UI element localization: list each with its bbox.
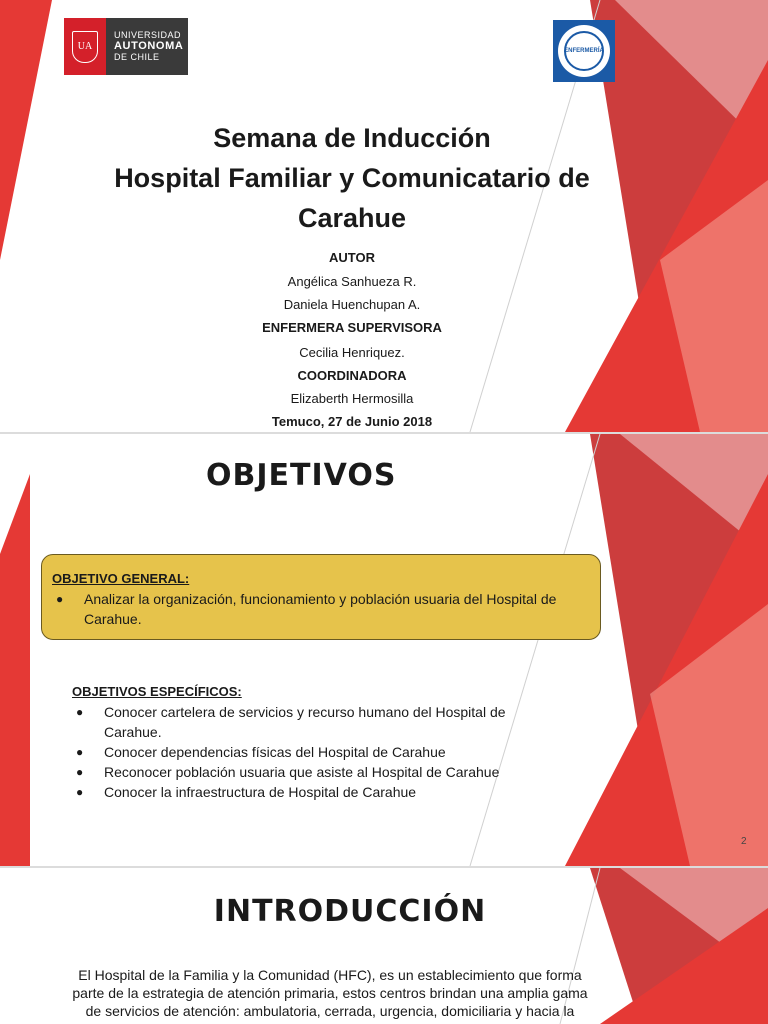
objetivo-general-box (41, 554, 601, 640)
slide-introduccion (0, 868, 768, 1024)
coordinadora-name: Elizaberth Hermosilla (290, 391, 414, 406)
slide-title (0, 0, 768, 432)
supervisora-name: Cecilia Henriquez. (299, 345, 405, 360)
bullet-icon: ● (76, 765, 84, 779)
objetivo-general-heading: OBJETIVO GENERAL: (52, 571, 190, 586)
ua-logo-text: UNIVERSIDAD AUTONOMA DE CHILE (114, 30, 184, 62)
autor-name-2: Daniela Huenchupan A. (283, 297, 421, 312)
autor-name-1: Angélica Sanhueza R. (287, 274, 417, 289)
left-red-strip (0, 474, 30, 866)
universidad-autonoma-logo (64, 18, 188, 75)
date-location: Temuco, 27 de Junio 2018 (271, 414, 433, 429)
objetivos-especificos-heading: OBJETIVOS ESPECÍFICOS: (72, 684, 242, 699)
slide-objetivos (0, 434, 768, 866)
bullet-icon: ● (76, 705, 84, 719)
introduccion-paragraph: El Hospital de la Familia y la Comunidad (HFC), es un establecimiento que forma parte de la estrategia de atención primaria, estos centros brindan una amplia gama de servicios de atención: ambulatoria, cerrada, urgencia, domiciliaria y hacia la (72, 967, 588, 1019)
autor-label: AUTOR (329, 250, 375, 265)
supervisora-label: ENFERMERA SUPERVISORA (262, 320, 442, 335)
list-item: ● Analizar la organización, funcionamiento y población usuaria del Hospital de Carahue. (56, 591, 557, 627)
introduccion-heading: INTRODUCCIÓN (213, 894, 487, 929)
list-item: ● Conocer dependencias físicas del Hospital de Carahue (76, 744, 446, 760)
list-item: ● Conocer cartelera de servicios y recurso humano del Hospital de Carahue. (76, 704, 506, 740)
enfermeria-logo: ENFERMERÍA (553, 20, 615, 82)
page-number: 2 (741, 836, 747, 847)
bullet-icon: ● (56, 592, 64, 606)
list-item: ● Conocer la infraestructura de Hospital de Carahue (76, 784, 417, 800)
coordinadora-label: COORDINADORA (297, 368, 407, 383)
bullet-icon: ● (76, 785, 84, 799)
bullet-icon: ● (76, 745, 84, 759)
list-item: ● Reconocer población usuaria que asiste al Hospital de Carahue (76, 764, 500, 780)
ua-shield-icon: UA (64, 18, 106, 75)
objetivos-heading: OBJETIVOS (206, 458, 397, 493)
presentation-title: Semana de Inducción Hospital Familiar y Comunicatario de Carahue (114, 123, 590, 233)
